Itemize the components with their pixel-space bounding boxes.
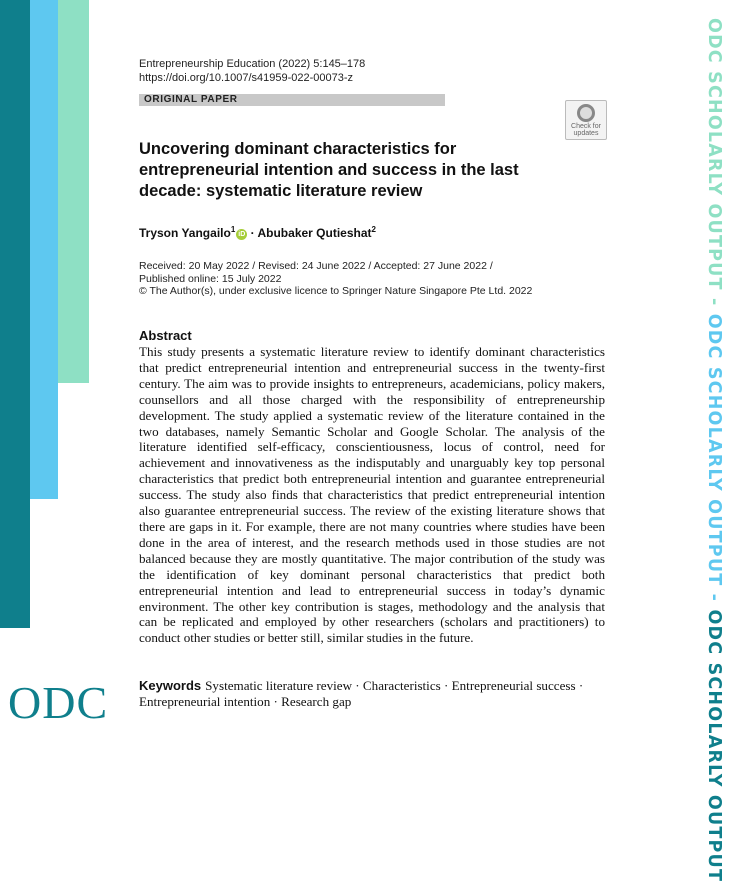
journal-doi[interactable]: https://doi.org/10.1007/s41959-022-00073-z xyxy=(139,72,354,84)
keywords-text: Systematic literature review · Characteristics · Entrepreneurial success · Entrepreneurial intention · Research gap xyxy=(139,678,584,709)
article-type-bar xyxy=(139,94,445,106)
side-banner-segment-1: ODC SCHOLARLY OUTPUT - xyxy=(704,18,724,307)
journal-citation: Entrepreneurship Education (2022) 5:145–178 xyxy=(139,58,366,70)
side-banner xyxy=(701,18,727,882)
check-badge-line1: Check for xyxy=(571,123,601,130)
check-for-updates-badge[interactable] xyxy=(565,100,607,140)
decorative-bar-blue xyxy=(30,0,58,499)
author-1-affiliation: 1 xyxy=(230,225,236,234)
odc-logo: ODC xyxy=(8,677,109,728)
abstract-heading: Abstract xyxy=(139,328,192,343)
author-2-affiliation: 2 xyxy=(371,225,376,234)
check-updates-icon xyxy=(577,104,595,122)
journal-header xyxy=(139,57,365,85)
author-line xyxy=(139,222,376,241)
dates-line-1: Received: 20 May 2022 / Revised: 24 June 2022 / Accepted: 27 June 2022 / xyxy=(139,260,493,272)
side-banner-segment-3: ODC SCHOLARLY OUTPUT xyxy=(704,609,724,882)
article-type-label: ORIGINAL PAPER xyxy=(144,94,238,105)
author-2[interactable]: Abubaker Qutieshat xyxy=(257,226,372,240)
copyright-line: © The Author(s), under exclusive licence to Springer Nature Singapore Pte Ltd. 2022 xyxy=(139,285,533,297)
keywords-section xyxy=(139,678,609,710)
keywords-label: Keywords xyxy=(139,678,202,693)
side-banner-segment-2: ODC SCHOLARLY OUTPUT - xyxy=(704,313,724,603)
abstract-body: This study presents a systematic literature review to identify dominant characteristics that predict entrepreneurial intention and entrepreneurial success in the twenty-first century. The aim was to provide insights to entrepreneurs, academicians, policy makers, counsellors and all those charged with the responsibility of entrepreneurship development. The study applied a systematic review of the literature contained in the two databases, namely Semantic Scholar and Google Scholar. The analysis of the literature identified self-efficacy, conscientiousness, locus of control, need for achievement and innovativeness as the indisputably and unarguably key top personal characteristics that predict both entrepreneurial intention and guarantee entrepreneurial success. The study also finds that characteristics that predict entrepreneurial intention also guarantee entrepreneurial success. The review of the existing literature shows that there are gaps in it. For example, there are not many countries where studies have been done in the area of interest, and the research methods used in those studies are not balanced because they are mostly quantitative. The major contribution of the study was the identification of key dominant personal characteristics that predict both entrepreneurial intention and lead to entrepreneurial success in today’s dynamic environment. The other key contribution is stages, methodology and the analysis that can be replicated and employed by other researchers (scholars and practitioners) to conduct other studies or better still, similar studies in the future. xyxy=(139,344,605,646)
orcid-icon[interactable]: iD xyxy=(238,231,246,238)
paper-title: Uncovering dominant characteristics for entrepreneurial intention and success in the last decade: systematic literature review xyxy=(139,140,519,200)
author-separator: · xyxy=(247,226,258,240)
author-1[interactable]: Tryson Yangailo xyxy=(139,226,231,240)
check-badge-line2: updates xyxy=(573,130,599,137)
decorative-bar-teal xyxy=(0,0,30,628)
decorative-bar-mint xyxy=(58,0,89,383)
publication-dates xyxy=(139,260,559,298)
dates-line-2: Published online: 15 July 2022 xyxy=(139,272,282,285)
